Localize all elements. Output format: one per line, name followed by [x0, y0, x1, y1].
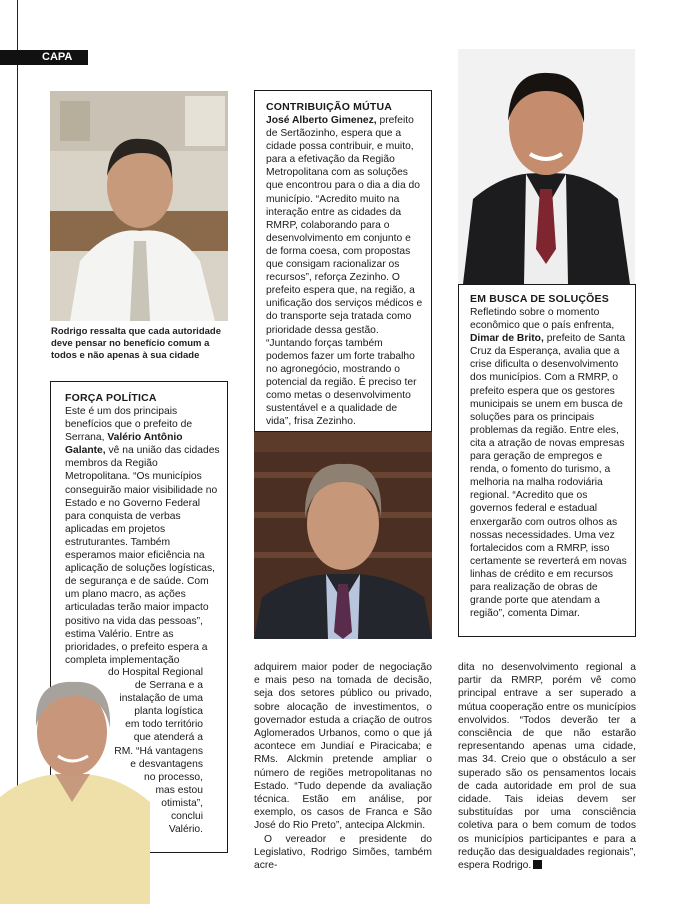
wrap-line: em todo território	[125, 719, 203, 731]
photo-valerio	[0, 662, 150, 904]
box-body	[470, 306, 629, 620]
box-title: EM BUSCA DE SOLUÇÕES	[470, 293, 609, 305]
wrap-line: do Hospital Regional	[107, 667, 203, 678]
wrap-line: planta logística	[134, 706, 203, 718]
wrap-line: no processo,	[144, 771, 203, 783]
wrap-line: conclui	[170, 811, 203, 823]
article-column-1	[254, 661, 432, 872]
photo-dimar	[458, 49, 635, 284]
wrap-line: otimista”,	[161, 797, 203, 809]
section-tag: CAPA	[0, 50, 88, 65]
article-paragraph-text: dita no desenvolvimento regional a partir da RMRP, porém vê como principal entrave a ser superado a mútua cooperação entre os municípios envolvidos. “Todos deverão ter a consciência de que não estarão representando apenas uma cidade, mas 34. Creio que o obstáculo a ser superado são os pensamentos locais de cada autoridade em prol de sua cidade. Tais ideias devem ser substituídas por uma consciência coletiva para o bem comum de todos os municípios participantes e para a redução das desigualdades regionais”, espera Rodrigo.	[458, 662, 636, 872]
box-text-intro: Refletindo sobre o momento econômico que o país enfrenta,	[470, 307, 615, 332]
article-column-2	[458, 661, 636, 872]
photo-caption-rodrigo: Rodrigo ressalta que cada autoridade deve pensar no benefício comum a todos e não apenas à sua cidade	[51, 326, 221, 361]
article-paragraph	[254, 833, 432, 873]
mayor-name: Dimar de Brito,	[470, 333, 544, 345]
box-text: prefeito de Sertãozinho, espera que a cidade possa contribuir, e muito, para a efetivação da Região Metropolitana com as soluções que encontrou para o dia a dia do município. “Acredito muito na interação entre as cidades da RMRP, colaborando para o desenvolvimento em conjunto e de forma coesa, com propostas que consigam racionalizar os recursos”, reforça Zezinho. O prefeito espera que, na região, a unificação dos serviços médicos e do transporte seja tratada como prioridade dessa gestão. “Juntando forças também podemos fazer um forte trabalho no agronegócio, mostrando o potencial da região. É preciso ter como metas o desenvolvimento sustentável e a qualidade de vida”, frisa Zezinho.	[266, 115, 423, 428]
end-of-article-mark	[533, 860, 542, 869]
photo-rodrigo	[50, 91, 228, 321]
wrap-line: mas estou	[155, 784, 203, 796]
box-title: CONTRIBUIÇÃO MÚTUA	[266, 101, 393, 113]
mayor-name: Valério Antônio Galante,	[65, 432, 183, 457]
wrap-line: que atenderá a	[133, 732, 203, 744]
article-paragraph	[458, 661, 636, 872]
wrap-line: instalação de uma	[119, 693, 203, 705]
box-body	[65, 405, 223, 667]
wrap-line: Valério.	[168, 824, 203, 836]
sidebar-box-em-busca-de-solucoes	[458, 284, 636, 637]
box-text: prefeito de Santa Cruz da Esperança, avalia que a crise dificulta o desenvolvimento dos municípios. Com a RMRP, o prefeito espera que os gestores municipais se unem em busca de soluções para os principais problemas da região. Entre eles, cita a atração de novas empresas para geração de empregos e renda, o fomento do turismo, a melhoria na malha rodoviária regional. “Acredito que os governos federal e estadual enxergarão com outros olhos as nossas necessidades. Uma vez fortalecidos com a RMRP, isso certamente se reverterá em novas linhas de crédito e em recursos para realização de obras de grande porte que atendam a região”, comenta Dimar.	[470, 333, 627, 620]
sidebar-box-contribuicao-mutua	[254, 90, 432, 432]
box-body	[266, 114, 424, 428]
box-text: vê na união das cidades membros da Região Metropolitana. “Os municípios conseguirão maior visibilidade no Estado e no Governo Federal para conquista de verbas aplicadas em projetos estruturantes. Também esperamos maior eficiência na aplicação de soluções logísticas, de segurança e de saúde. Com um plano macro, as ações articuladas terão maior impacto positivo na vida das pessoas”, estima Valério. Entre as prioridades, o prefeito espera a completa implementação	[65, 445, 220, 666]
photo-gimenez	[254, 432, 432, 639]
article-paragraph: adquirem maior poder de negociação e mais peso na tomada de decisão, seja dos setores público ou privado, sobre alocação de investimentos, o governador estuda a criação de outros Aglomerados Urbanos, como o que já acontece em Jundiaí e Piracicaba; e RMs. Alckmin pretende ampliar o número de regiões metropolitanas no Estado. “Tudo depende da avaliação técnica. Estão em análise, por exemplo, os casos de Franca e São José do Rio Preto”, antecipa Alckmin.	[254, 662, 432, 832]
wrap-line: RM. “Há vantagens	[114, 745, 203, 757]
wrap-line: e desvantagens	[130, 758, 203, 770]
mayor-name: José Alberto Gimenez,	[266, 115, 377, 126]
article-paragraph-text: O vereador e presidente do Legislativo, Rodrigo Simões, também acre-	[254, 833, 432, 872]
wrap-line: de Serrana e a	[134, 680, 203, 692]
box-text-intro: Este é um dos principais benefícios que o prefeito de Serrana,	[65, 406, 193, 444]
box-title: FORÇA POLÍTICA	[65, 392, 157, 404]
